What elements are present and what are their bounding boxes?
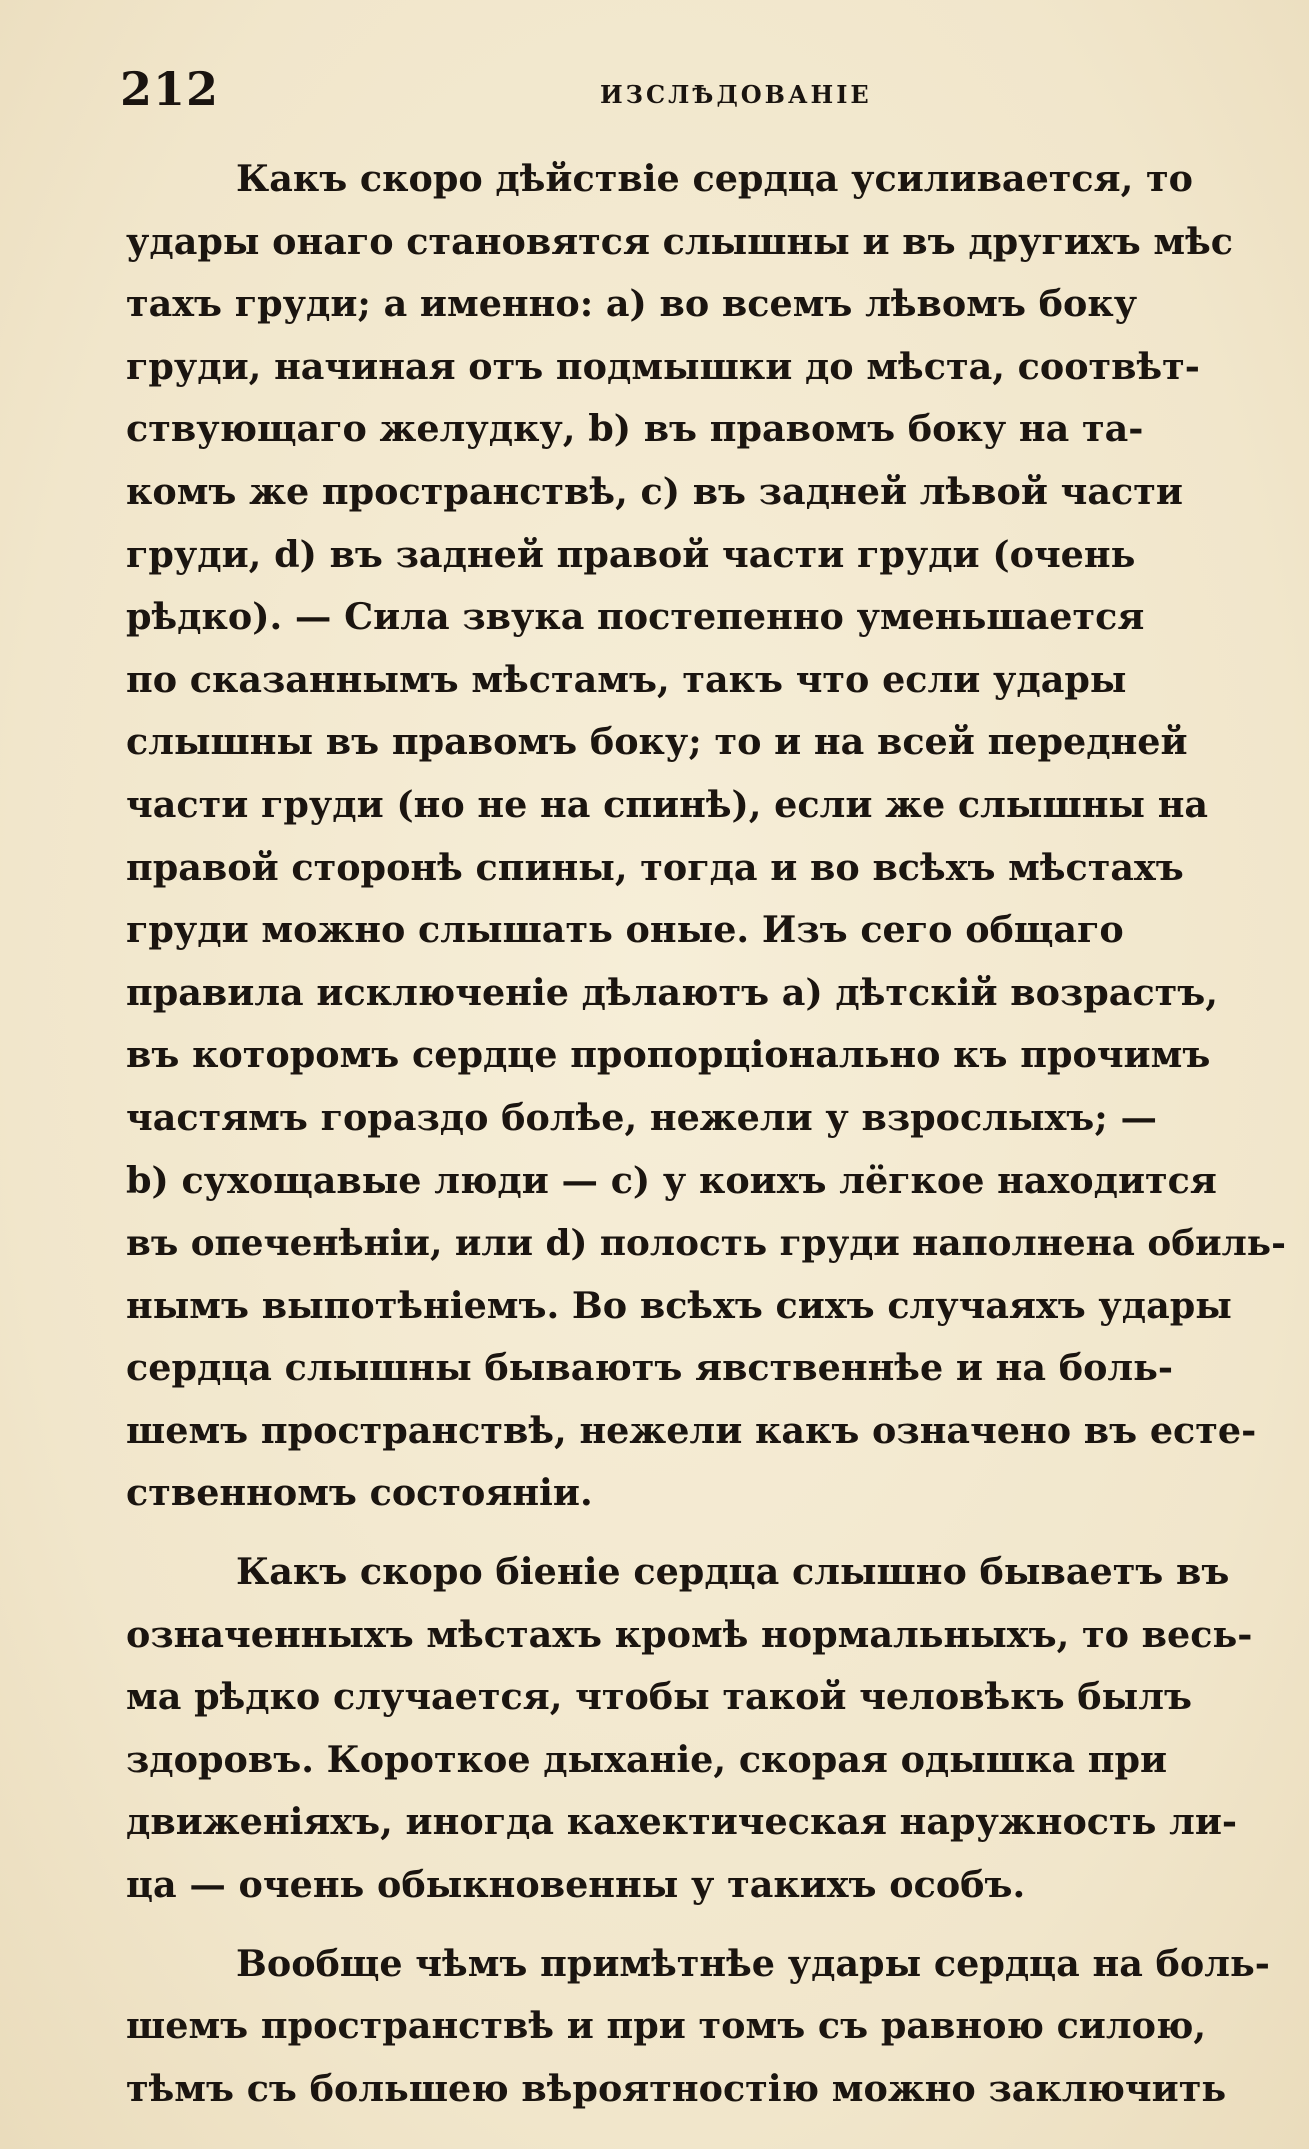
text-line: означенныхъ мѣстахъ кромѣ нормальныхъ, то весь- <box>126 1612 1253 1656</box>
text-line: шемъ пространствѣ и при томъ съ равною силою, <box>126 2004 1207 2048</box>
text-line: слышны въ правомъ боку; то и на всей передней <box>126 720 1188 764</box>
text-line: груди можно слышать оные. Изъ сего общаго <box>126 908 1124 952</box>
text-line: правой сторонѣ спины, тогда и во всѣхъ мѣстахъ <box>126 845 1184 889</box>
text-line: Какъ скоро дѣйствіе сердца усиливается, то <box>236 157 1193 200</box>
paragraph-2 <box>126 1541 1286 1917</box>
text-line: комъ же пространствѣ, c) въ задней лѣвой части <box>126 469 1183 513</box>
running-title: ИЗСЛѢДОВАНІЕ <box>600 80 872 109</box>
text-line: Какъ скоро біеніе сердца слышно бываетъ въ <box>236 1550 1230 1594</box>
paragraph-3 <box>126 1933 1286 2121</box>
text-line: ственномъ состояніи. <box>126 1471 593 1515</box>
text-line: въ которомъ сердце пропорціонально къ прочимъ <box>126 1033 1211 1077</box>
running-head <box>120 62 1290 122</box>
text-line: Вообще чѣмъ примѣтнѣе удары сердца на боль- <box>236 1941 1270 1985</box>
text-line: нымъ выпотѣніемъ. Во всѣхъ сихъ случаяхъ удары <box>126 1283 1232 1327</box>
paragraph-spacer <box>126 1917 1286 1933</box>
text-line: здоровъ. Короткое дыханіе, скорая одышка при <box>126 1737 1168 1781</box>
text-line: груди, начиная отъ подмышки до мѣста, соотвѣт- <box>126 344 1200 388</box>
body-text <box>126 148 1286 2120</box>
text-line: b) сухощавые люди — c) у коихъ лёгкое находится <box>126 1158 1217 1202</box>
page-number: 212 <box>120 62 220 116</box>
text-line: ствующаго желудку, b) въ правомъ боку на та- <box>126 407 1144 451</box>
text-line: тѣмъ съ большею вѣроятностію можно заключить <box>126 2066 1227 2110</box>
paragraph-spacer <box>126 1525 1286 1541</box>
text-line: тахъ груди; а именно: a) во всемъ лѣвомъ боку <box>126 282 1138 326</box>
text-line: шемъ пространствѣ, нежели какъ означено въ есте- <box>126 1408 1257 1452</box>
paragraph-1 <box>126 148 1286 1525</box>
text-line: правила исключеніе дѣлаютъ a) дѣтскій возрастъ, <box>126 970 1218 1014</box>
text-line: части груди (но не на спинѣ), если же слышны на <box>126 782 1209 826</box>
text-line: ца — очень обыкновенны у такихъ особъ. <box>126 1863 1026 1907</box>
text-line: ма рѣдко случается, чтобы такой человѣкъ былъ <box>126 1675 1192 1719</box>
text-line: по сказаннымъ мѣстамъ, такъ что если удары <box>126 657 1127 701</box>
text-line: въ опеченѣніи, или d) полость груди наполнена обиль- <box>126 1222 1286 1265</box>
text-line: движеніяхъ, иногда кахектическая наружность ли- <box>126 1800 1238 1844</box>
text-line: сердца слышны бываютъ явственнѣе и на боль- <box>126 1346 1174 1390</box>
text-line: рѣдко). — Сила звука постепенно уменьшается <box>126 595 1145 639</box>
text-line: груди, d) въ задней правой части груди (очень <box>126 532 1136 576</box>
text-line: удары онаго становятся слышны и въ другихъ мѣс <box>126 219 1234 263</box>
text-line: частямъ гораздо болѣе, нежели у взрослыхъ; — <box>126 1095 1157 1139</box>
